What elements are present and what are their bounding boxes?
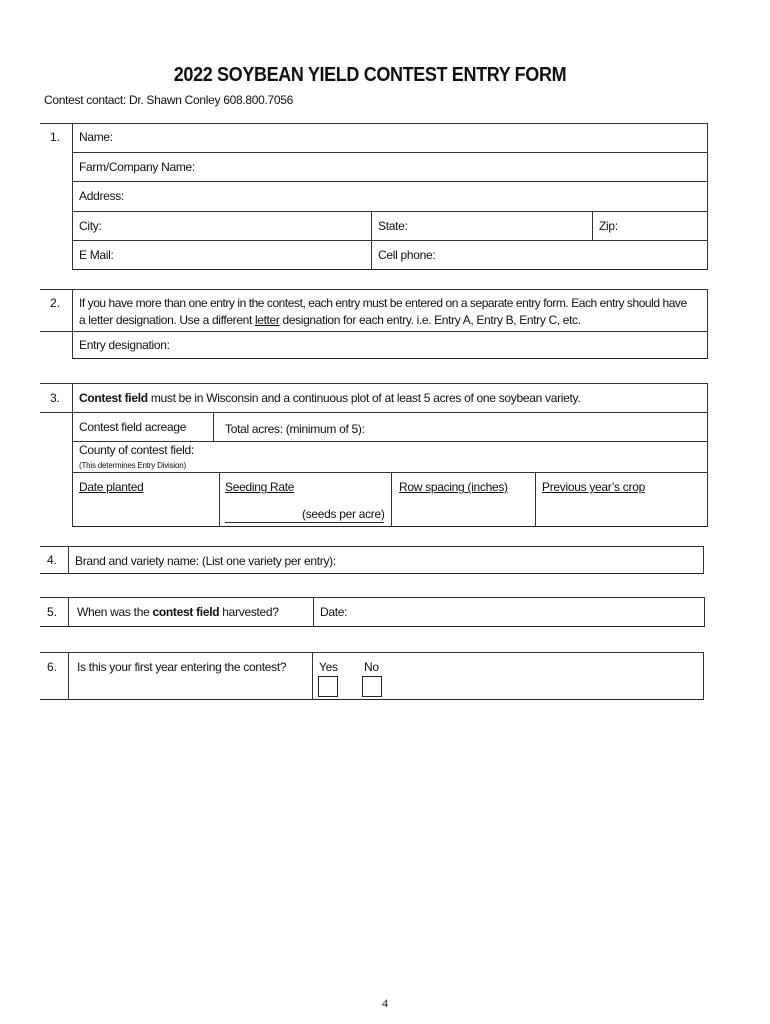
brand-variety-label: Brand and variety name: (List one variety per entry): (75, 554, 336, 568)
instructions-text: a letter designation. Use a different (79, 313, 255, 327)
row-spacing-label: Row spacing (inches) (399, 480, 508, 494)
harvest-question-start: When was the (77, 605, 153, 619)
harvest-question-bold: contest field (152, 605, 220, 619)
instructions-text-end: designation for each entry. i.e. Entry A, Entry B, Entry C, etc. (279, 313, 581, 327)
city-label: City: (79, 219, 102, 233)
total-acres-label: Total acres: (minimum of 5): (225, 422, 365, 436)
no-checkbox[interactable] (362, 676, 382, 697)
entry-instructions-line-2 (79, 313, 581, 327)
address-label: Address: (79, 189, 124, 203)
seeds-per-acre-label: (seeds per acre) (302, 507, 385, 521)
county-note: (This determines Entry Division) (79, 461, 186, 470)
harvest-question (77, 605, 279, 619)
county-label: County of contest field: (79, 443, 194, 457)
date-planted-label: Date planted (79, 480, 144, 494)
section-1-number: 1. (49, 130, 60, 144)
previous-crop-label: Previous year’s crop (542, 480, 645, 494)
zip-label: Zip: (599, 219, 618, 233)
cell-phone-label: Cell phone: (378, 248, 436, 262)
first-year-question: Is this your first year entering the contest? (77, 660, 287, 674)
harvest-date-label: Date: (320, 605, 348, 619)
section-4-number: 4. (46, 553, 57, 567)
state-label: State: (378, 219, 408, 233)
farm-company-label: Farm/Company Name: (79, 160, 195, 174)
no-label: No (364, 660, 379, 674)
contest-contact: Contest contact: Dr. Shawn Conley 608.800.7056 (44, 93, 294, 107)
section-3-number: 3. (49, 391, 60, 405)
section-2-number: 2. (49, 296, 60, 310)
page-number: 4 (382, 996, 388, 1010)
contest-field-heading (79, 391, 580, 405)
harvest-question-end: harvested? (219, 605, 279, 619)
page-title: 2022 SOYBEAN YIELD CONTEST ENTRY FORM (173, 64, 567, 86)
yes-checkbox[interactable] (318, 676, 338, 697)
name-label: Name: (79, 130, 113, 144)
entry-instructions-line-1: If you have more than one entry in the contest, each entry must be entered on a separate entry form. Each entry should have (79, 296, 687, 310)
yes-label: Yes (319, 660, 338, 674)
email-label: E Mail: (79, 248, 114, 262)
contest-field-rule: must be in Wisconsin and a continuous plot of at least 5 acres of one soybean variety. (147, 391, 581, 405)
field-acreage-label: Contest field acreage (79, 420, 187, 434)
section-5-number: 5. (46, 605, 57, 619)
section-6-number: 6. (46, 660, 57, 674)
contest-field-bold: Contest field (79, 391, 148, 405)
seeding-rate-label: Seeding Rate (225, 480, 295, 494)
instructions-underlined: letter (254, 313, 280, 327)
entry-designation-label: Entry designation: (79, 338, 170, 352)
